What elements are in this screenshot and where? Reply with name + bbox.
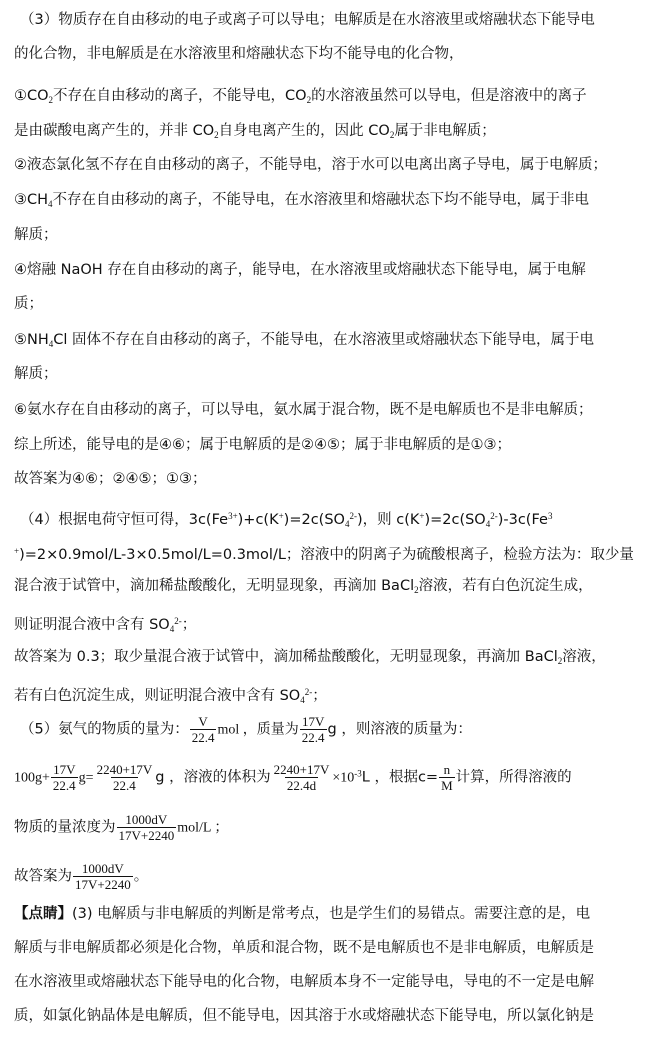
tip-text: 在水溶液里或熔融状态下能导电的化合物，电解质本身不一定能导电，导电的不一定是电解 bbox=[14, 974, 594, 990]
item-1-label: ①CO bbox=[14, 88, 49, 104]
subscript: 2 bbox=[48, 95, 54, 105]
answer-5: 故答案为 bbox=[14, 868, 72, 885]
text: 不存在自由移动的离子，不能导电，CO bbox=[53, 88, 307, 104]
subscript: 4 bbox=[344, 519, 350, 529]
fraction bbox=[73, 861, 133, 892]
superscript: 2- bbox=[349, 511, 357, 521]
subscript: 2 bbox=[414, 585, 419, 595]
denominator: 22.4 bbox=[301, 730, 325, 745]
text: )=2×0.9mol/L-3×0.5mol/L=0.3mol/L；溶液中的阴离子为硫酸根离子，检验方法为：取少量 bbox=[19, 547, 634, 563]
denominator: 22.4 bbox=[52, 778, 76, 793]
text: g ，溶液的体积为 bbox=[155, 769, 271, 786]
text: )+c(K bbox=[237, 512, 279, 528]
subscript: 4 bbox=[485, 519, 491, 529]
text: 。 bbox=[133, 868, 149, 885]
superscript: + bbox=[278, 511, 284, 521]
text-line bbox=[14, 330, 594, 354]
text: ×10 bbox=[332, 770, 355, 786]
tip-text: 解质与非电解质都必须是化合物，单质和混合物，既不是电解质也不是非电解质，电解质是 bbox=[14, 940, 594, 956]
denominator: 17V+2240 bbox=[75, 877, 131, 892]
text-line bbox=[14, 861, 148, 892]
superscript: 3+ bbox=[228, 511, 238, 521]
part4-intro: （4）根据电荷守恒可得，3c(Fe bbox=[20, 512, 229, 528]
text-line bbox=[14, 225, 58, 245]
tip-label: 【点睛】 bbox=[14, 906, 72, 922]
fraction bbox=[117, 812, 177, 843]
subscript: 4 bbox=[48, 339, 54, 349]
text: 100g+ bbox=[14, 770, 50, 786]
text-line bbox=[14, 364, 58, 384]
tip-text: (3) 电解质与非电解质的判断是常考点，也是学生们的易错点。需要注意的是，电 bbox=[72, 906, 591, 922]
text: ； bbox=[312, 688, 327, 704]
denominator: 22.4 bbox=[113, 778, 136, 793]
numerator: 17V bbox=[53, 762, 76, 777]
item-2: ②液态氯化氢不存在自由移动的离子，不能导电，溶于水可以电离出离子导电，属于电解质； bbox=[14, 157, 607, 173]
fraction bbox=[439, 762, 455, 793]
fraction bbox=[51, 762, 78, 793]
text-line bbox=[14, 812, 228, 843]
fraction bbox=[95, 762, 155, 793]
text-line bbox=[14, 469, 207, 489]
text: 计算，所得溶液的 bbox=[455, 769, 572, 786]
text: 溶液，若有白色沉淀生成， bbox=[418, 578, 593, 594]
text-line bbox=[14, 541, 634, 565]
text: 混合液于试管中，滴加稀盐酸酸化，无明显现象，再滴加 BaCl bbox=[14, 578, 415, 594]
denominator: 22.4d bbox=[286, 778, 317, 793]
answer-4: 故答案为 0.3；取少量混合液于试管中，滴加稀盐酸酸化，无明显现象，再滴加 BaCl bbox=[14, 649, 558, 665]
subscript: 4 bbox=[169, 624, 175, 634]
denominator: 22.4 bbox=[191, 730, 215, 745]
text: 解质； bbox=[14, 227, 58, 243]
subscript: 2 bbox=[557, 656, 563, 666]
text: mol/L ； bbox=[177, 820, 229, 836]
subscript: 2 bbox=[389, 130, 395, 140]
text: 自身电离产生的，因此 CO bbox=[218, 123, 390, 139]
numerator: n bbox=[443, 762, 451, 777]
numerator: 1000dV bbox=[81, 861, 124, 876]
item-6: ⑥氨水存在自由移动的离子，可以导电，氨水属于混合物，既不是电解质也不是非电解质； bbox=[14, 402, 593, 418]
summary: 综上所述，能导电的是④⑥；属于电解质的是②④⑤；属于非电解质的是①③； bbox=[14, 437, 511, 453]
text: 解质； bbox=[14, 366, 58, 382]
text-line bbox=[14, 435, 511, 455]
text: L ，根据c= bbox=[361, 769, 439, 786]
subscript: 2 bbox=[214, 130, 219, 140]
text-line bbox=[14, 647, 606, 671]
text: Cl 固体不存在自由移动的离子，不能导电，在水溶液里或熔融状态下能导电，属于电 bbox=[53, 332, 595, 348]
text-line bbox=[14, 1006, 594, 1026]
text: g= bbox=[78, 770, 94, 786]
part3-definition: 的化合物，非电解质是在水溶液里和熔融状态下均不能导电的化合物， bbox=[14, 46, 464, 62]
text: 是由碳酸电离产生的，并非 CO bbox=[14, 123, 215, 139]
denominator: 17V+2240 bbox=[118, 828, 175, 843]
text: 质； bbox=[14, 296, 43, 312]
numerator: 2240+17V bbox=[273, 762, 330, 777]
text-line bbox=[14, 938, 594, 958]
text: 属于非电解质； bbox=[394, 123, 496, 139]
numerator: 17V bbox=[301, 714, 325, 729]
text-line bbox=[14, 972, 594, 992]
text: 若有白色沉淀生成，则证明混合液中含有 SO bbox=[14, 688, 301, 704]
text: 溶液， bbox=[562, 649, 606, 665]
text-line bbox=[14, 682, 327, 710]
text-line bbox=[14, 121, 496, 145]
fraction bbox=[190, 714, 217, 745]
text-line bbox=[20, 714, 472, 745]
denominator: M bbox=[441, 778, 453, 793]
text: 的水溶液虽然可以导电，但是溶液中的离子 bbox=[311, 88, 587, 104]
text: 不存在自由移动的离子，不能导电，在水溶液里和熔融状态下均不能导电，属于非电 bbox=[52, 192, 590, 208]
superscript: 3 bbox=[547, 511, 553, 521]
text-line bbox=[14, 400, 593, 420]
text-line bbox=[14, 611, 196, 639]
text: 物质的量浓度为 bbox=[14, 819, 116, 836]
superscript: 2- bbox=[490, 511, 498, 521]
numerator: V bbox=[198, 714, 208, 729]
text-line bbox=[14, 576, 593, 600]
subscript: 4 bbox=[300, 695, 305, 705]
superscript: + bbox=[14, 546, 20, 556]
text-line bbox=[14, 190, 589, 214]
text: 则证明混合液中含有 SO bbox=[14, 617, 170, 633]
superscript: -3 bbox=[354, 768, 362, 779]
item-4: ④熔融 NaOH 存在自由移动的离子，能导电，在水溶液里或熔融状态下能导电，属于电解 bbox=[14, 262, 586, 278]
text-line bbox=[14, 904, 590, 924]
subscript: 2 bbox=[306, 95, 312, 105]
superscript: + bbox=[419, 511, 425, 521]
item-3-label: ③CH bbox=[14, 192, 49, 208]
part3-intro: （3）物质存在自由移动的电子或离子可以导电；电解质是在水溶液里或熔融状态下能导电 bbox=[20, 12, 595, 28]
superscript: 2- bbox=[174, 616, 182, 626]
text: g ，则溶液的质量为： bbox=[327, 721, 472, 738]
text-line bbox=[14, 762, 572, 793]
item-5-label: ⑤NH bbox=[14, 332, 49, 348]
text-line bbox=[20, 10, 595, 30]
fraction bbox=[300, 714, 327, 745]
text-line bbox=[14, 155, 607, 175]
text-line bbox=[20, 506, 552, 534]
text-line bbox=[14, 44, 464, 64]
answer-3: 故答案为④⑥；②④⑤；①③； bbox=[14, 471, 207, 487]
text: )，则 c(K bbox=[356, 512, 420, 528]
text-line bbox=[14, 86, 587, 110]
numerator: 2240+17V bbox=[96, 762, 153, 777]
numerator: 1000dV bbox=[125, 812, 168, 827]
text: ； bbox=[181, 617, 197, 633]
superscript: 2- bbox=[304, 687, 313, 697]
text: )-3c(Fe bbox=[497, 512, 548, 528]
text: )=2c(SO bbox=[424, 512, 486, 528]
text-line bbox=[14, 260, 586, 280]
subscript: 4 bbox=[48, 199, 53, 209]
text: mol ，质量为 bbox=[217, 722, 299, 738]
text: )=2c(SO bbox=[283, 512, 345, 528]
text-line bbox=[14, 294, 43, 314]
fraction bbox=[272, 762, 332, 793]
part5-intro: （5）氨气的物质的量为： bbox=[20, 721, 189, 738]
tip-text: 质，如氯化钠晶体是电解质，但不能导电，因其溶于水或熔融状态下能导电，所以氯化钠是 bbox=[14, 1008, 594, 1024]
